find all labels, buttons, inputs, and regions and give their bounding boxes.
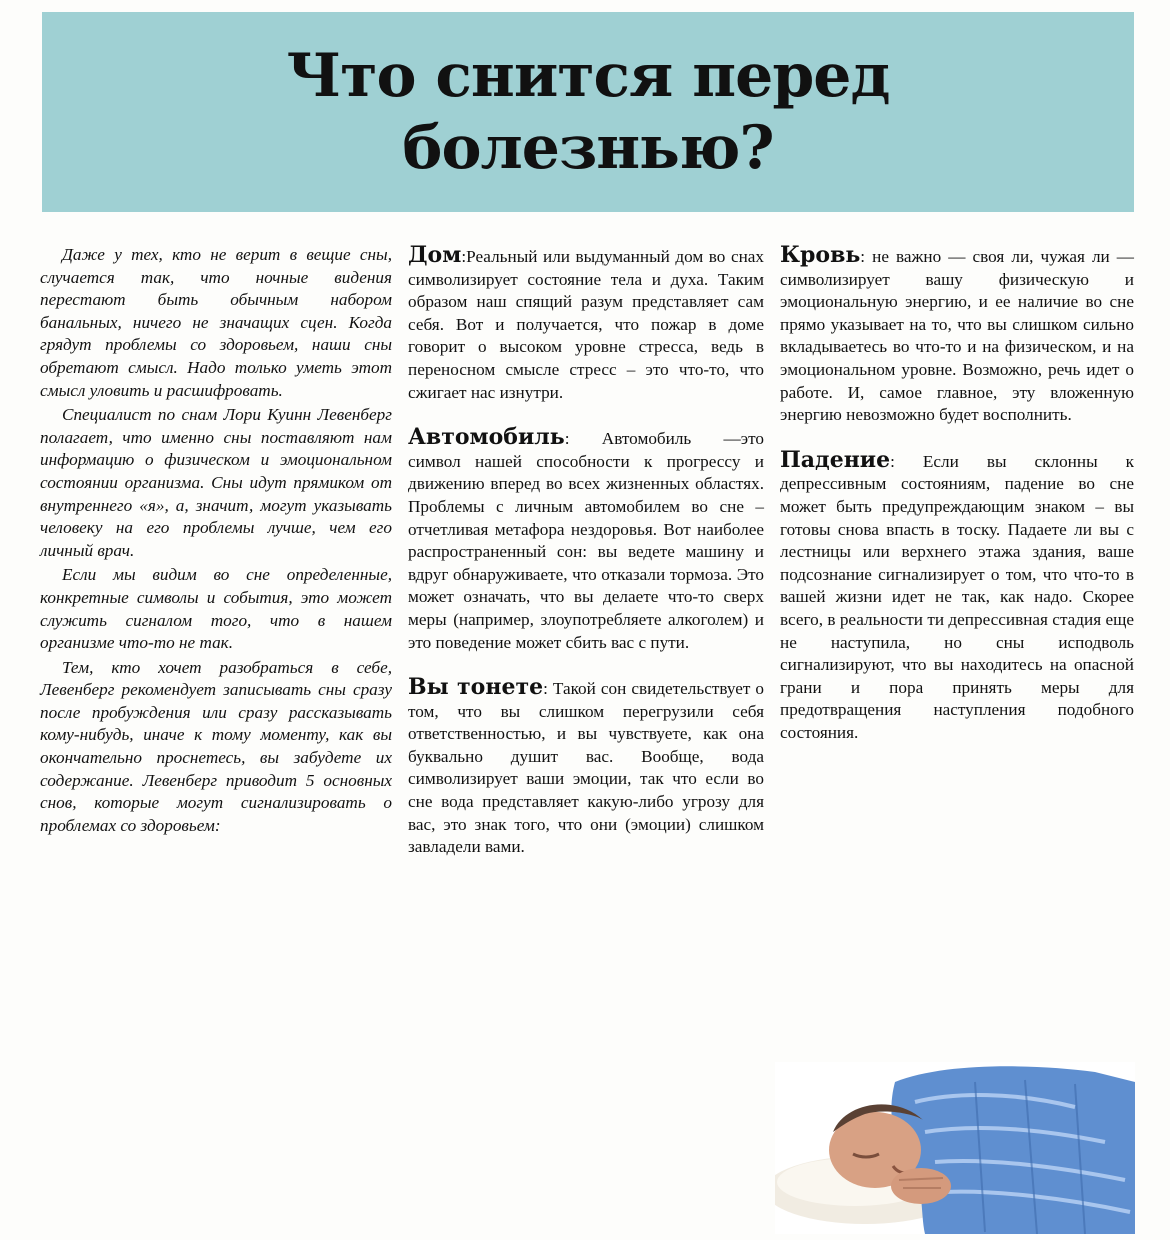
section-drowning: [408, 676, 764, 859]
section-falling-heading: Падение: [780, 446, 891, 473]
section-drowning-heading: Вы тонете: [408, 674, 544, 701]
section-blood-heading: Кровь: [780, 242, 861, 268]
intro-paragraph-2: Специалист по снам Лори Куинн Левенберг полагает, что именно сны поставляют нам информацию о физическом и эмоциональном состоянии организма. Сны идут прямиком от внутреннего «я», а, значит, могут указывать человеку на его проблемы лучше, чем его личный врач.: [40, 405, 392, 560]
column-right: [780, 244, 1134, 744]
section-home-text: :Реальный или выдуманный дом во снах символизирует состояние тела и духа. Таким образом наш спящий разум представляет сам себя. Вот и получается, что пожар в доме говорит о высоком уровне стресса, ведь в переносном смысле стресс – это что-то, что сжигает нас изнутри.: [408, 247, 764, 402]
section-drowning-text: : Такой сон свидетельствует о том, что вы слишком перегрузили себя ответственностью, и вы чувствуете, как она буквально душит вас. Вообще, вода символизирует ваши эмоции, так что если во сне вода представляет какую-либо угрозу для вас, это знак того, что они (эмоции) слишком завладели вами.: [408, 679, 764, 857]
sleeping-person-illustration: [775, 1062, 1135, 1234]
section-home-heading: Дом: [408, 242, 462, 268]
section-car-text: : Автомобиль —это символ нашей способности к прогрессу и движению вперед во всех жизненных областях. Проблемы с личным автомобилем во сне –отчетливая метафора нездоровья. Вот наиболее распространенный сон: вы ведете машину и вдруг обнаруживаете, что отказали тормоза. Это может означать, что вы делаете что-то сверх меры (например, злоупотребляете алкоголем) и это поведение может сбить вас с пути.: [408, 429, 764, 652]
title-line-1: Что снится перед: [286, 41, 890, 111]
sleeping-person-photo: [775, 1062, 1135, 1234]
section-falling: [780, 446, 1134, 745]
section-home: [408, 244, 764, 404]
intro-paragraph-1: Даже у тех, кто не верит в вещие сны, случается так, что ночные видения перестают быть обычным набором банальных, ничего не значащих сцен. Когда грядут проблемы со здоровьем, наши сны обретают смысл. Надо только уметь этот смысл уловить и расшифровать.: [40, 245, 392, 400]
intro-paragraph-3: Если мы видим во сне определенные, конкретные символы и события, это может служить сигналом того, что в нашем организме что-то не так.: [40, 565, 392, 653]
section-car: [408, 426, 764, 654]
column-intro: [40, 244, 392, 837]
section-blood: [780, 244, 1134, 427]
column-middle: [408, 244, 764, 859]
section-blood-text: : не важно — своя ли, чужая ли — символизирует вашу физическую и эмоциональную энергию, и ее наличие во сне прямо указывает на то, что вы слишком сильно вкладываетесь во что-то и на физическом, и на эмоциональном уровне. Возможно, речь идет о работе. И, самое главное, эту вложенную энергию невозможно будет восполнить.: [780, 247, 1134, 425]
title-banner: [42, 12, 1134, 212]
intro-paragraph-4: Тем, кто хочет разобраться в себе, Левенберг рекомендует записывать сны сразу после пробуждения или сразу рассказывать кому-нибудь, иначе к тому моменту, как вы окончательно проснетесь, вы забудете их содержание. Левенберг приводит 5 основных снов, которые могут сигнализировать о проблемах со здоровьем:: [40, 657, 392, 835]
article-title: [287, 40, 890, 184]
section-falling-text: : Если вы склонны к депрессивным состояниям, падение во сне может быть предупреждающим знаком – вы готовы снова впасть в тоску. Падаете ли вы с лестницы или верхнего этажа здания, ваше подсознание сигнализирует о том, что что-то в вашей жизни идет не так, как надо. Скорее всего, в реальности ти депрессивная стадия еще не наступила, но сны исподволь сигнализируют, что вы находитесь на опасной грани и пора принять меры для предотвращения наступления подобного состояния.: [780, 451, 1134, 742]
section-car-heading: Автомобиль: [408, 424, 565, 451]
title-line-2: болезнью?: [402, 113, 774, 183]
